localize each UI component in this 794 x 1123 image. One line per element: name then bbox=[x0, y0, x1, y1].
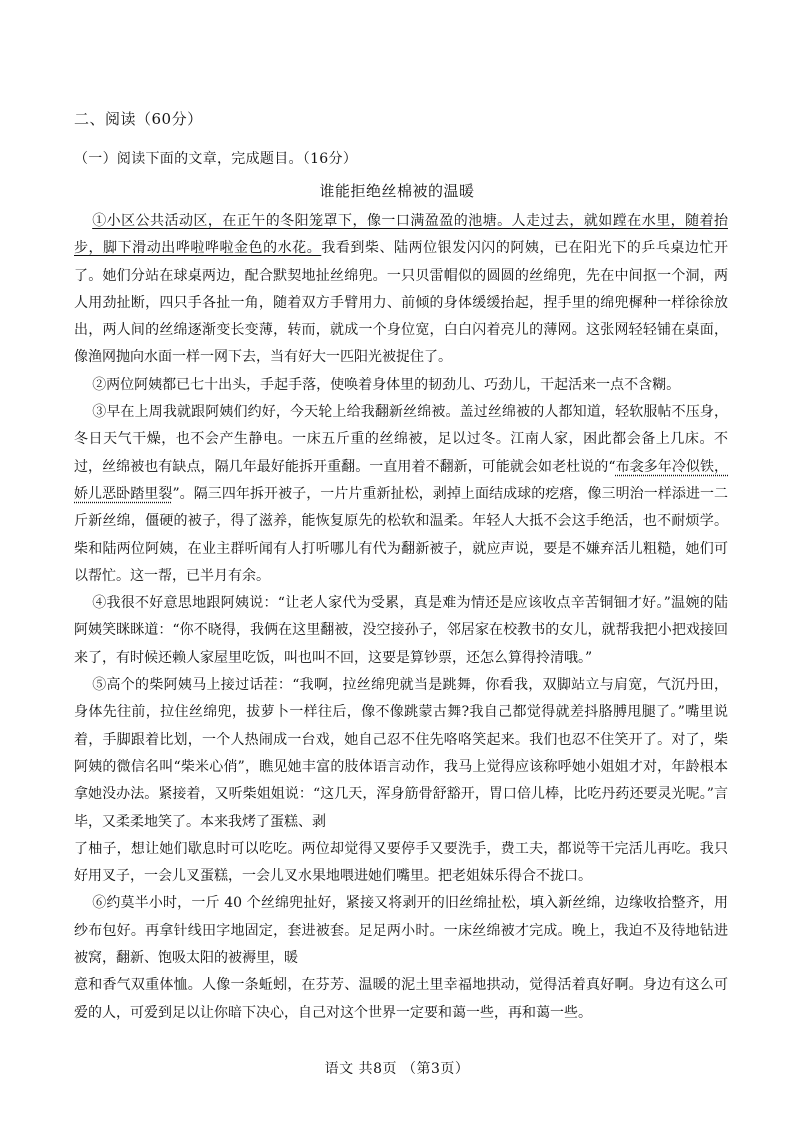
paragraph-6: ⑥约莫半小时，一斤 40 个丝绵兜扯好，紧接又将剥开的旧丝绵扯松，填入新丝绵，边缘收拾整齐，用纱布包好。再拿针线田字地固定，套进被套。足足两小时。一床丝绵被才完成。晚上，我迫不及待地钻进被窝，翻新、饱吸太阳的被褥里，暖 bbox=[74, 895, 728, 967]
paragraph-1 bbox=[74, 208, 728, 372]
poem-quote: 布衾多年冷似铁，娇儿恶卧踏里裂 bbox=[74, 458, 729, 502]
paragraph-3 bbox=[74, 399, 728, 590]
section-title: 二、阅读（60分） bbox=[74, 110, 203, 128]
paragraph-3-part-a: ③早在上周我就跟阿姨们约好，今天轮上给我翻新丝绵被。盖过丝绵被的人都知道，轻软服帖不压身，冬日天气干燥，也不会产生静电。一床五斤重的丝绵被，足以过冬。江南人家，困此都会备上几床。不过，丝绵被也有缺点，隔几年最好能拆开重翻。一直用着不翻新，可能就会如老杜说的“ bbox=[74, 404, 728, 475]
paragraph-5: ⑤高个的柴阿姨马上接过话茬：“我啊，拉丝绵兜就当是跳舞，你看我，双脚站立与肩宽，气沉丹田，身体先往前，拉住丝绵兜，拔萝卜一样往后，像不像跳蒙古舞?我自己都觉得就差抖胳膊甩腿了。”嘴里说着，手脚跟着比划，一个人热闹成一台戏，她自己忍不住先咯咯笑起来。我们也忍不住笑开了。对了，柴阿姨的微信名叫“柴米心俏”，瞧见她丰富的肢体语言动作，我马上觉得应该称呼她小姐姐才对，年龄根本拿她没办法。紧接着，又听柴姐姐说：“这几天，浑身筋骨舒豁开，胃口倍儿棒，比吃丹药还要灵光呢。”言毕，又柔柔地笑了。本来我烤了蛋糕、剥 bbox=[74, 677, 728, 830]
paragraph-1-rest: 我看到柴、陆两位银发闪闪的阿姨，已在阳光下的乒乓桌边忙开了。她们分站在球桌两边，配合默契地扯丝绵兜。一只贝雷帽似的圆圆的丝绵兜，先在中间抠一个洞，两人用劲扯断，四只手各扯一角，随着双方手臂用力、前倾的身体缓缓抬起，捏手里的绵兜樨种一样徐徐放出，两人间的丝绵逐渐变长变薄，转而，就成一个身位宽，白白闪着亮儿的薄网。这张网轻轻铺在桌面，像渔网抛向水面一样一网下去，当有好大一匹阳光被捉住了。 bbox=[74, 240, 729, 366]
underlined-sentence: ①小区公共活动区，在正午的冬阳笼罩下，像一口满盈盈的池塘。人走过去，就如蹚在水里，随着抬步，脚下滑动出哗啦哗啦金色的水花。 bbox=[74, 213, 728, 257]
page-footer: 语文 共8页 （第3页） bbox=[324, 1061, 470, 1077]
article-body bbox=[74, 208, 728, 1027]
paragraph-3-part-b: ”。隔三四年拆开被子，一片片重新扯松，剥掉上面结成球的疙瘩，像三明治一样添进一二斤新丝绵，僵硬的被子，得了滋养，能恢复原先的松软和温柔。年轻人大抵不会这手绝活，也不耐烦学。柴和陆两位阿姨，在业主群听闻有人打听哪儿有代为翻新被子，就应声说，要是不嫌弃活儿粗糙，她们可以帮忙。这一帮，已半月有余。 bbox=[74, 485, 729, 584]
paragraph-6-continued: 意和香气双重体恤。人像一条蚯蚓，在芬芳、温暖的泥土里幸福地拱动，觉得活着真好啊。身边有这么可爱的人，可爱到足以让你暗下决心，自己对这个世界一定要和蔼一些，再和蔼一些。 bbox=[74, 977, 728, 1021]
paragraph-2: ②两位阿姨都已七十出头，手起手落，使唤着身体里的韧劲儿、巧劲儿，干起活来一点不含糊。 bbox=[92, 376, 681, 393]
paragraph-5-continued: 了柚子，想让她们歇息时可以吃吃。两位却觉得又要停手又要洗手，费工夫，都说等干完活儿再吃。我只好用叉子，一会儿叉蛋糕，一会儿叉水果地喂进她们嘴里。把老姐妹乐得合不拢口。 bbox=[74, 840, 728, 885]
reading-instruction: （一）阅读下面的文章，完成题目。（16分） bbox=[74, 151, 358, 167]
article-title: 谁能拒绝丝棉被的温暖 bbox=[319, 182, 475, 200]
paragraph-4: ④我很不好意思地跟阿姨说：“让老人家代为受累，真是难为情还是应该收点辛苦铜钿才好。”温婉的陆阿姨笑眯眯道：“你不晓得，我俩在这里翻被，没空接孙子，邻居家在校教书的女儿，就帮我把小把戏接回来了，有时候还赖人家屋里吃饭，叫也叫不回，这要是算钞票，还怎么算得拎清哦。” bbox=[74, 595, 728, 666]
